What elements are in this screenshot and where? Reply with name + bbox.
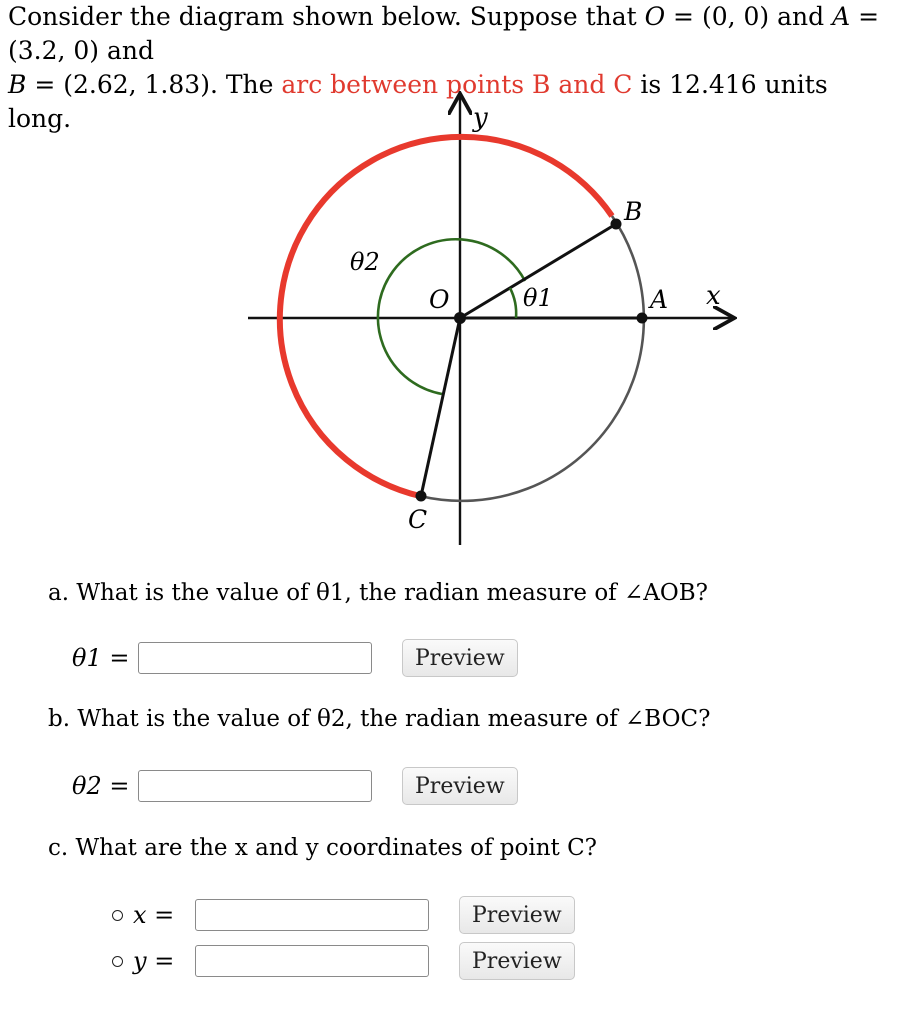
point-o <box>454 312 466 324</box>
point-a-coords: (3.2, 0) <box>8 36 100 65</box>
label-b: B <box>624 197 643 226</box>
conjunction: and <box>99 36 155 65</box>
theta2-preview-button[interactable]: Preview <box>402 767 518 805</box>
y-answer-label: y = <box>133 947 175 975</box>
equals-sign: = <box>850 2 880 31</box>
x-axis-label: x <box>706 281 721 311</box>
point-b-coords: (2.62, 1.83) <box>63 70 210 99</box>
theta1-arc <box>510 288 516 318</box>
label-o: O <box>429 285 450 314</box>
point-a-name: A <box>832 2 851 31</box>
y-answer-row <box>112 941 174 981</box>
y-axis-label: y <box>473 103 488 133</box>
question-c: c. What are the x and y coordinates of point C? <box>48 835 598 861</box>
label-a: A <box>650 285 669 314</box>
x-input[interactable] <box>195 899 429 931</box>
label-c: C <box>408 505 428 534</box>
theta1-answer-row <box>72 638 129 678</box>
x-answer-label: x = <box>133 901 175 929</box>
y-input[interactable] <box>195 945 429 977</box>
equals-sign: = <box>665 2 702 31</box>
x-answer-row <box>112 895 174 935</box>
x-preview-button[interactable]: Preview <box>459 896 575 934</box>
point-b-name: B <box>8 70 27 99</box>
point-o-coords: (0, 0) <box>701 2 770 31</box>
point-a <box>637 313 648 324</box>
unit-circle-diagram <box>240 88 740 548</box>
equals-sign: = <box>26 70 64 99</box>
segment-oc <box>421 318 460 496</box>
theta2-label: θ2 <box>350 248 380 276</box>
theta1-preview-button[interactable]: Preview <box>402 639 518 677</box>
red-arc <box>280 137 612 496</box>
problem-text: . The <box>209 70 282 99</box>
theta2-answer-row <box>72 766 129 806</box>
theta2-answer-label: θ2 = <box>72 772 130 800</box>
list-bullet <box>112 956 123 967</box>
conjunction: and <box>769 2 833 31</box>
arc-highlight-text: arc between points B and C <box>281 70 633 99</box>
theta1-label: θ1 <box>523 284 553 312</box>
theta1-answer-label: θ1 = <box>72 644 130 672</box>
theta2-input[interactable] <box>138 770 372 802</box>
y-preview-button[interactable]: Preview <box>459 942 575 980</box>
point-b <box>611 219 622 230</box>
list-bullet <box>112 910 123 921</box>
problem-text: is 12.416 units long. <box>8 70 828 133</box>
gray-arc <box>420 216 644 501</box>
question-a: a. What is the value of θ1, the radian measure of ∠AOB? <box>48 580 708 606</box>
theta1-input[interactable] <box>138 642 372 674</box>
problem-text: Consider the diagram shown below. Suppose that <box>8 2 645 31</box>
question-b: b. What is the value of θ2, the radian measure of ∠BOC? <box>48 706 711 732</box>
point-c <box>416 491 427 502</box>
point-o-name: O <box>644 2 666 31</box>
